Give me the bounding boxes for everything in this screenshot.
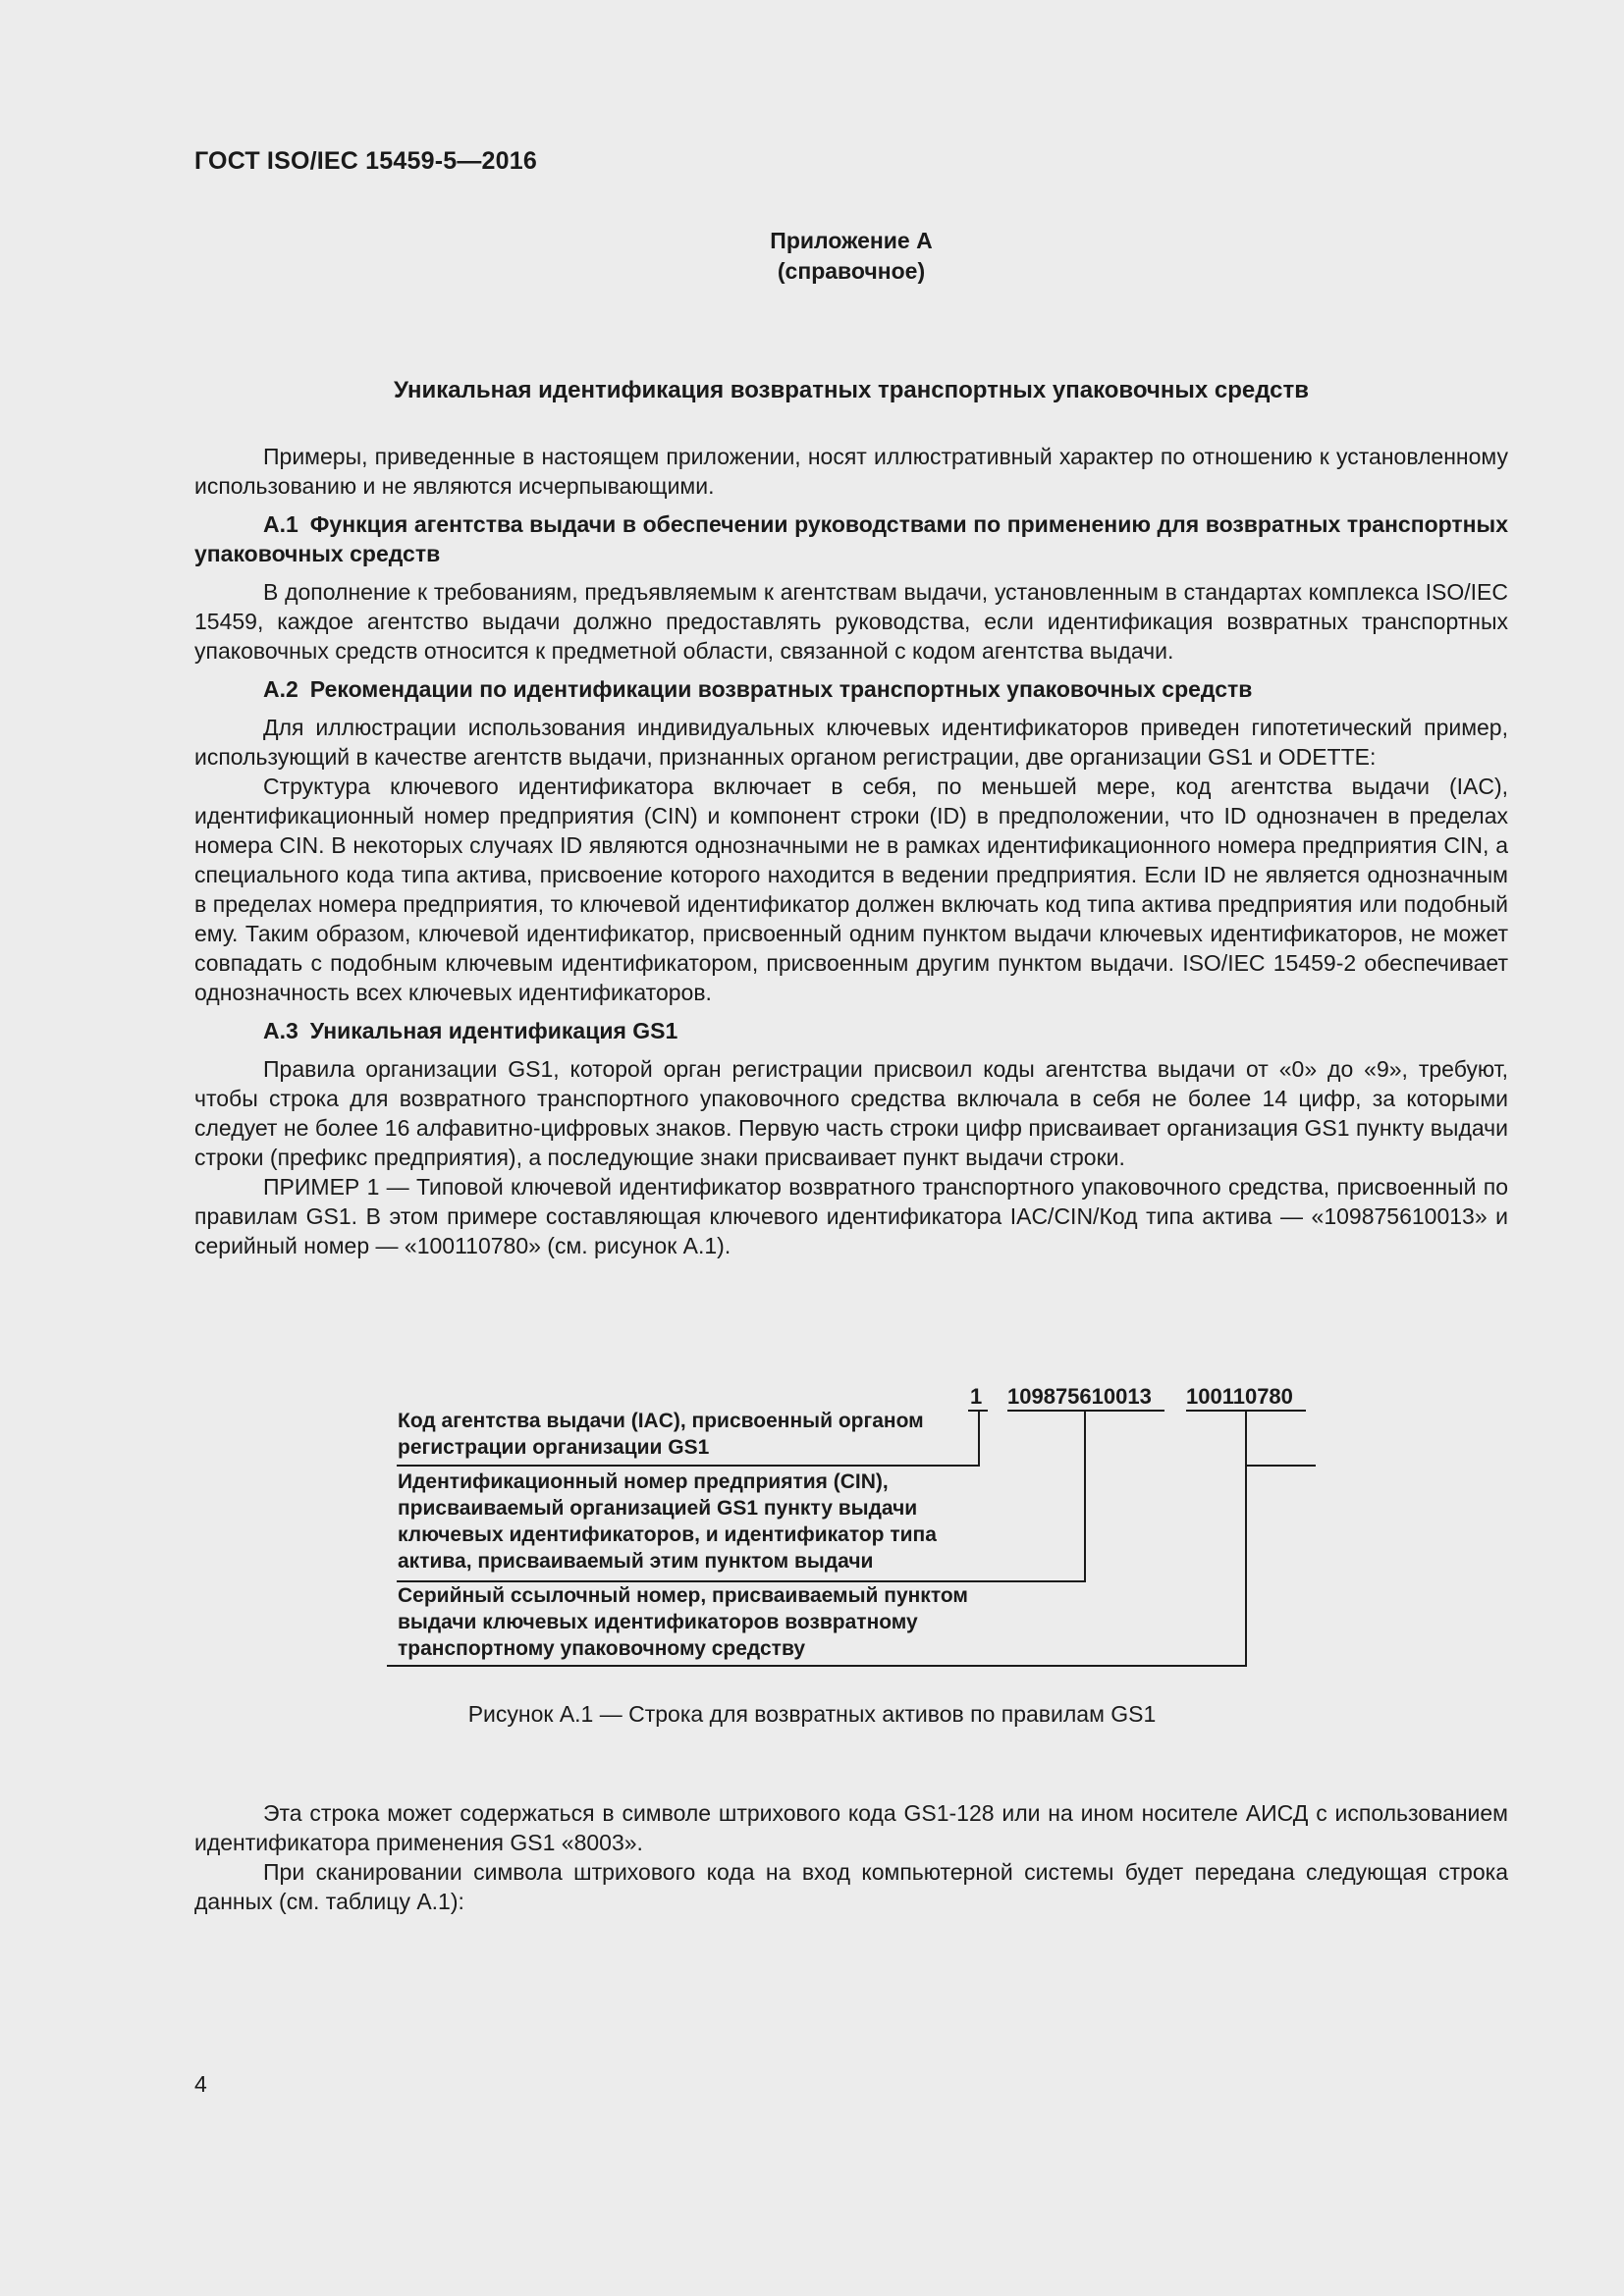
serial-connector-vertical: [1245, 1412, 1247, 1667]
serial-label: [398, 1582, 968, 1662]
figure-a1: [0, 1374, 1624, 1698]
iac-value: 1: [970, 1384, 983, 1409]
appendix-heading: [0, 226, 1624, 287]
cin-connector-vertical: [1084, 1412, 1086, 1582]
paragraph: В дополнение к требованиям, предъявляемым к агентствам выдачи, установленным в стандартах комплекса ISO/IEC 15459, каждое агентство выдачи должно предоставлять руководства, если идентификация возвратных транспортных упаковочных средств относится к предметной области, связанной с кодом агентства выдачи.: [194, 579, 1508, 664]
serial-connector-horizontal: [387, 1665, 1247, 1667]
cin-underline: [1007, 1410, 1164, 1412]
page-number: 4: [194, 2071, 207, 2097]
closing-text: [194, 1798, 1508, 1916]
paragraph: Для иллюстрации использования индивидуальных ключевых идентификаторов приведен гипотетический пример, использующий в качестве агентств выдачи, признанных органом регистрации, две организации GS1 и ODETTE:: [194, 715, 1508, 770]
section-title: Уникальная идентификация GS1: [309, 1018, 678, 1043]
label-line: присваиваемый организацией GS1 пункту выдачи: [398, 1497, 918, 1520]
label-line: транспортному упаковочному средству: [398, 1637, 806, 1660]
body-text: [194, 442, 1508, 1269]
label-line: регистрации организации GS1: [398, 1436, 710, 1459]
paragraph: Эта строка может содержаться в символе штрихового кода GS1-128 или на ином носителе АИСД с использованием идентификатора применения GS1 «8003».: [194, 1800, 1508, 1855]
label-line: выдачи ключевых идентификаторов возвратному: [398, 1611, 918, 1633]
document-id: ГОСТ ISO/IEC 15459-5—2016: [194, 147, 537, 175]
cin-label: [398, 1468, 937, 1575]
appendix-subtitle: (справочное): [777, 258, 926, 284]
paragraph: Структура ключевого идентификатора включает в себя, по меньшей мере, код агентства выдачи (IAC), идентификационный номер предприятия (CIN) и компонент строки (ID) в предположении, что ID однозначен в пределах номера CIN. В некоторых случаях ID являются однозначными не в рамках идентификационного номера предприятия CIN, а специального кода типа актива, присвоение которого находится в ведении предприятия. Если ID не является однозначным в пределах номера предприятия, то ключевой идентификатор должен включать код типа актива предприятия или подобный ему. Таким образом, ключевой идентификатор, присвоенный одним пунктом выдачи ключевых идентификаторов, не может совпадать с подобным ключевым идентификатором, присвоенным другим пунктом выдачи. ISO/IEC 15459-2 обеспечивает однозначность всех ключевых идентификаторов.: [194, 774, 1508, 1005]
section-heading-a1: [194, 509, 1508, 568]
label-line: Код агентства выдачи (IAC), присвоенный органом: [398, 1410, 924, 1432]
appendix-title: Приложение А: [770, 228, 933, 253]
figure-caption: Рисунок А.1 — Строка для возвратных активов по правилам GS1: [467, 1701, 1157, 1727]
section-number: A.3: [263, 1018, 298, 1043]
section-number: A.2: [263, 676, 298, 702]
paragraph: Правила организации GS1, которой орган регистрации присвоил коды агентства выдачи от «0» до «9», требуют, чтобы строка для возвратного транспортного упаковочного средства включала в себя не более 14 цифр, за которыми следует не более 16 алфавитно-цифровых знаков. Первую часть строки цифр присваивает организация GS1 пункту выдачи строки (префикс предприятия), а последующие знаки присваивает пункт выдачи строки.: [194, 1056, 1508, 1170]
label-line: Серийный ссылочный номер, присваиваемый пунктом: [398, 1584, 968, 1607]
section-heading-a2: [194, 674, 1508, 704]
intro-paragraph: Примеры, приведенные в настоящем приложении, носят иллюстративный характер по отношению к установленному использованию и не являются исчерпывающими.: [194, 444, 1508, 499]
iac-connector-vertical: [978, 1412, 980, 1467]
iac-label: [398, 1408, 924, 1461]
serial-value: 100110780: [1186, 1384, 1293, 1409]
paragraph: При сканировании символа штрихового кода на вход компьютерной системы будет передана следующая строка данных (см. таблицу А.1):: [194, 1859, 1508, 1914]
section-heading-a3: [194, 1016, 1508, 1045]
cin-value: 109875610013: [1007, 1384, 1152, 1409]
section-title: Функция агентства выдачи в обеспечении руководствами по применению для возвратных транспортных упаковочных средств: [194, 511, 1508, 566]
section-number: A.1: [263, 511, 298, 537]
cin-connector-horizontal: [397, 1580, 1086, 1582]
iac-connector-horizontal: [397, 1465, 980, 1467]
label-line: Идентификационный номер предприятия (CIN),: [398, 1470, 889, 1493]
main-title: Уникальная идентификация возвратных транспортных упаковочных средств: [394, 377, 1309, 403]
section-title: Рекомендации по идентификации возвратных транспортных упаковочных средств: [309, 676, 1253, 702]
serial-connector-stub: [1245, 1465, 1316, 1467]
label-line: ключевых идентификаторов, и идентификатор типа: [398, 1523, 937, 1546]
label-line: актива, присваиваемый этим пунктом выдачи: [398, 1550, 874, 1573]
example-paragraph: ПРИМЕР 1 — Типовой ключевой идентификатор возвратного транспортного упаковочного средства, присвоенный по правилам GS1. В этом примере составляющая ключевого идентификатора IAC/CIN/Код типа актива — «109875610013» и серийный номер — «100110780» (см. рисунок А.1).: [194, 1174, 1508, 1258]
